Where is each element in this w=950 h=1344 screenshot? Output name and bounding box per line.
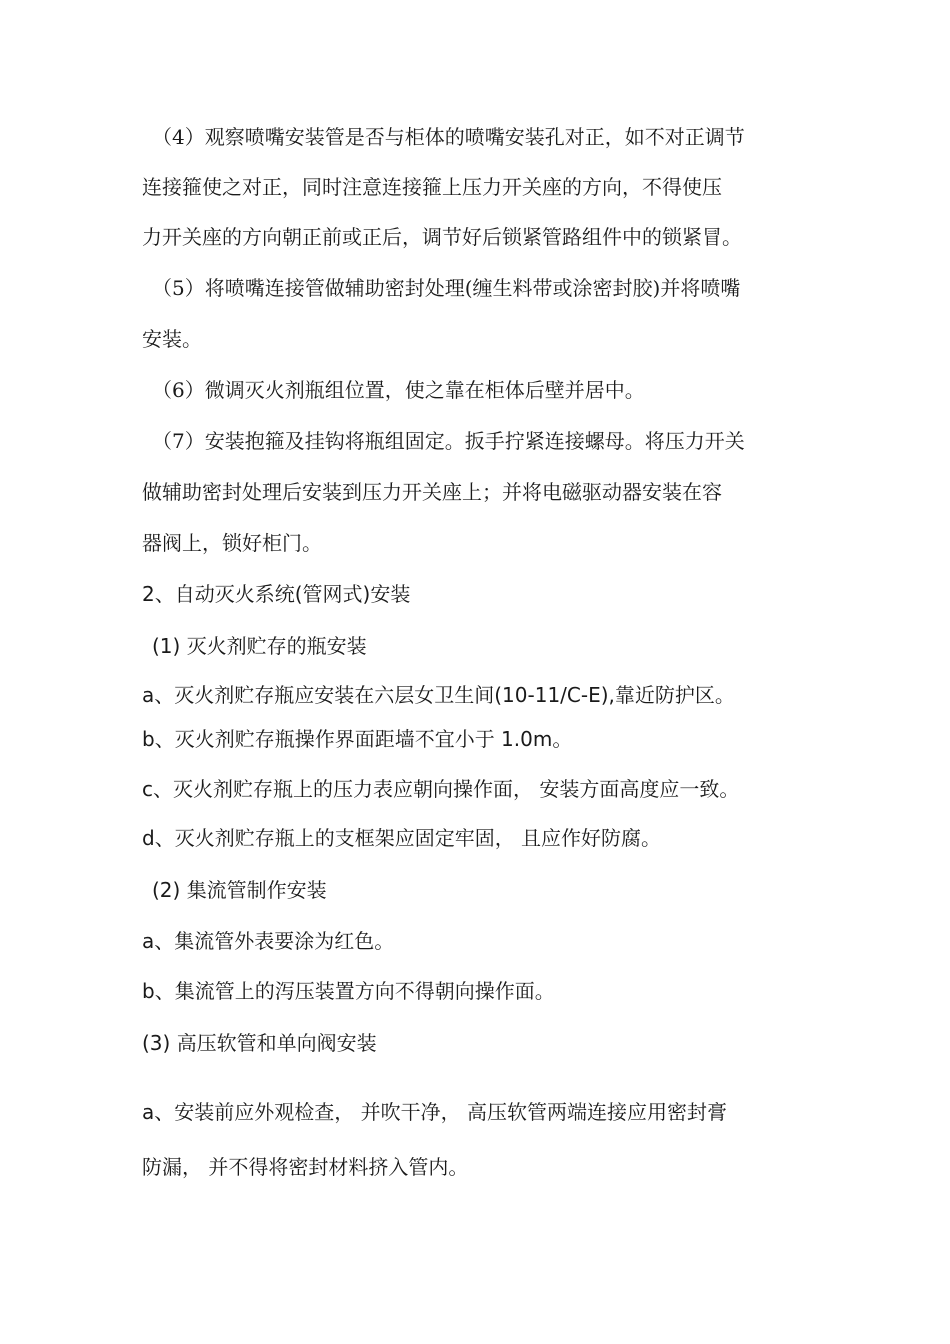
paragraph-line: （7）安装抱箍及挂钩将瓶组固定。扳手拧紧连接螺母。将压力开关	[152, 429, 745, 453]
paragraph-line: 器阀上，锁好柜门。	[142, 531, 322, 555]
list-item: a、灭火剂贮存瓶应安装在六层女卫生间(10-11/C-E),靠近防护区。	[142, 683, 735, 707]
list-item: b、集流管上的泻压装置方向不得朝向操作面。	[142, 979, 555, 1003]
paragraph-line: 安装。	[142, 327, 202, 351]
list-item: a、安装前应外观检查， 并吹干净， 高压软管两端连接应用密封膏	[142, 1100, 727, 1124]
paragraph-line: 连接箍使之对正，同时注意连接箍上压力开关座的方向，不得使压	[142, 175, 722, 199]
paragraph-line: （6）微调灭火剂瓶组位置，使之靠在柜体后壁并居中。	[152, 378, 645, 402]
paragraph-line: 做辅助密封处理后安装到压力开关座上；并将电磁驱动器安装在容	[142, 480, 722, 504]
list-item: c、灭火剂贮存瓶上的压力表应朝向操作面， 安装方面高度应一致。	[142, 777, 740, 801]
list-item: a、集流管外表要涂为红色。	[142, 929, 395, 953]
list-item: b、灭火剂贮存瓶操作界面距墙不宜小于 1.0m。	[142, 727, 573, 751]
subsection-heading: (2) 集流管制作安装	[152, 878, 327, 902]
subsection-heading: (1) 灭火剂贮存的瓶安装	[152, 634, 367, 658]
paragraph-line: 力开关座的方向朝正前或正后，调节好后锁紧管路组件中的锁紧冒。	[142, 225, 742, 249]
list-item: 防漏， 并不得将密封材料挤入管内。	[142, 1155, 469, 1179]
subsection-heading: (3) 高压软管和单向阀安装	[142, 1031, 377, 1055]
paragraph-line: （4）观察喷嘴安装管是否与柜体的喷嘴安装孔对正，如不对正调节	[152, 125, 745, 149]
list-item: d、灭火剂贮存瓶上的支框架应固定牢固， 且应作好防腐。	[142, 826, 662, 850]
paragraph-line: （5）将喷嘴连接管做辅助密封处理(缠生料带或涂密封胶)并将喷嘴	[152, 276, 741, 300]
section-heading: 2、自动灭火系统(管网式)安装	[142, 582, 411, 606]
